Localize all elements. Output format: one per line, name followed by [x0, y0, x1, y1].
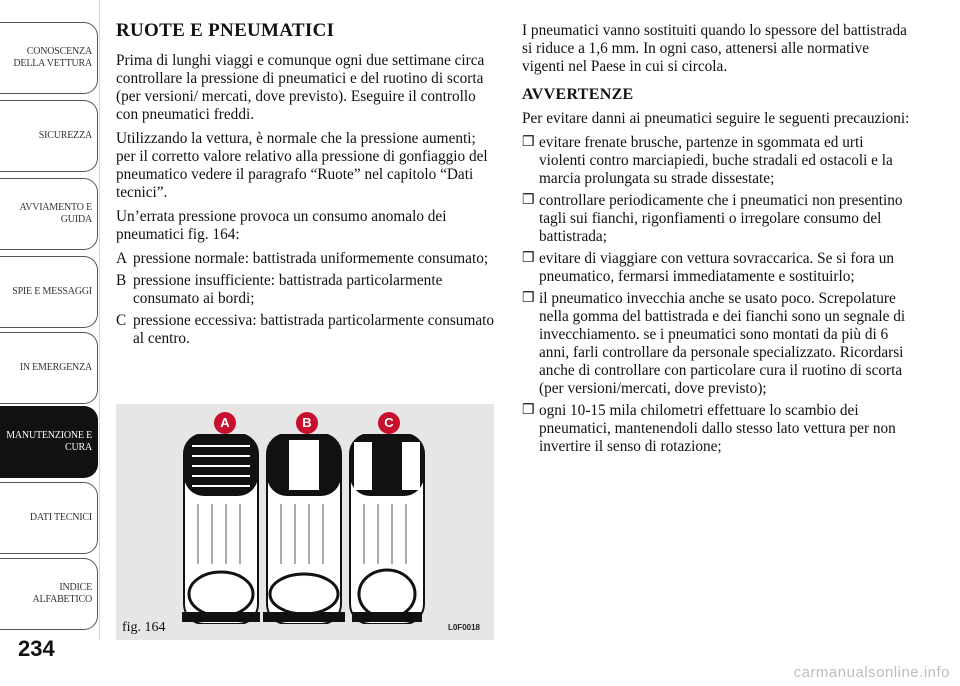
warning-item: [522, 250, 914, 286]
paragraph: Utilizzando la vettura, è normale che la pressione aumenti; per il corretto valore relativo alla pressione di gonfiaggio del pneumatico vedere il paragrafo “Ruote” nel capitolo “Dati tecnici”.: [116, 130, 488, 201]
tab-conoscenza-della-vettura[interactable]: [0, 22, 98, 94]
tab-label: SICUREZZA: [38, 130, 92, 141]
checkbox-bullet-icon: ❒: [522, 193, 535, 208]
list-marker: C: [116, 312, 127, 329]
checkbox-bullet-icon: ❒: [522, 251, 535, 266]
figure-label-a: A: [214, 412, 236, 434]
figure-label-b: B: [296, 412, 318, 434]
warning-text: evitare di viaggiare con vettura sovraccarica. Se si fora un pneumatico, fermarsi immediatamente e sostituirlo;: [539, 250, 895, 285]
list-marker: A: [116, 250, 128, 267]
tab-label: CONOSCENZA DELLA VETTURA: [13, 46, 92, 69]
list-item: [116, 312, 496, 348]
checkbox-bullet-icon: ❒: [522, 403, 535, 418]
figure-caption: fig. 164: [122, 620, 166, 635]
paragraph: Prima di lunghi viaggi e comunque ogni due settimane circa controllare la pressione di pneumatici e del ruotino di scorta (per versioni/ mercati, dove previsto). Eseguire il controllo con pneumatici freddi.: [116, 52, 485, 123]
tyre-high-pressure-illustration: [344, 434, 430, 624]
list-item: [116, 272, 496, 308]
warning-text: il pneumatico invecchia anche se usato poco. Screpolature nella gomma del battistrada e dei fianchi sono un segnale di invecchiamento. se i pneumatici sono montati da più di 6 anni, farli controllare da personale specializzato. Ricordarsi anche di controllare con particolare cura il ruotino di scorta (per versioni/mercati, dove previsto);: [539, 290, 906, 397]
paragraph: Un’errata pressione provoca un consumo anomalo dei pneumatici fig. 164:: [116, 208, 447, 243]
tab-manutenzione-e-cura[interactable]: [0, 406, 98, 478]
tyre-normal-pressure-illustration: [178, 434, 264, 624]
warning-text: ogni 10-15 mila chilometri effettuare lo scambio dei pneumatici, mantenendoli dallo stesso lato vettura per non invertire il senso di rotazione;: [539, 402, 896, 455]
figure-label-c: C: [378, 412, 400, 434]
chapter-sidebar: [0, 0, 100, 640]
tab-label: SPIE E MESSAGGI: [12, 286, 92, 297]
paragraph: I pneumatici vanno sostituiti quando lo spessore del battistrada si riduce a 1,6 mm. In ogni caso, attenersi alle normative vigenti nel Paese in cui si circola.: [522, 22, 907, 75]
warning-text: evitare frenate brusche, partenze in sgommata ed urti violenti contro marciapiedi, buche stradali ed ostacoli e la marcia prolungata su strade dissestate;: [539, 134, 893, 187]
tab-label: MANUTENZIONE E CURA: [6, 430, 92, 453]
section-title: RUOTE E PNEUMATICI: [116, 20, 335, 41]
list-text: pressione eccessiva: battistrada particolarmente consumato al centro.: [133, 312, 495, 347]
tyre-low-pressure-illustration: [261, 434, 347, 624]
tab-in-emergenza[interactable]: [0, 332, 98, 404]
warning-item: [522, 134, 914, 188]
warning-item: [522, 192, 914, 246]
tyre-wear-figure: [116, 404, 494, 640]
checkbox-bullet-icon: ❒: [522, 291, 535, 306]
warning-item: [522, 290, 914, 398]
tab-spie-e-messaggi[interactable]: [0, 256, 98, 328]
tab-sicurezza[interactable]: [0, 100, 98, 172]
left-column: [116, 22, 496, 352]
paragraph: Per evitare danni ai pneumatici seguire le seguenti precauzioni:: [522, 110, 910, 127]
page-number: 234: [18, 636, 55, 661]
tab-label: INDICE ALFABETICO: [32, 582, 92, 605]
list-text: pressione insufficiente: battistrada particolarmente consumato ai bordi;: [133, 272, 443, 307]
watermark: carmanualsonline.info: [793, 664, 950, 681]
warnings-heading: AVVERTENZE: [522, 86, 634, 103]
tab-label: DATI TECNICI: [29, 512, 92, 523]
tab-label: AVVIAMENTO E GUIDA: [19, 202, 92, 225]
warning-text: controllare periodicamente che i pneumatici non presentino tagli sui fianchi, rigonfiamenti o irregolare consumo del battistrada;: [539, 192, 903, 245]
sidebar-divider: [99, 0, 100, 640]
list-marker: B: [116, 272, 127, 289]
tab-avviamento-e-guida[interactable]: [0, 178, 98, 250]
right-column: [522, 22, 914, 460]
checkbox-bullet-icon: ❒: [522, 135, 535, 150]
tab-indice-alfabetico[interactable]: [0, 558, 98, 630]
tab-dati-tecnici[interactable]: [0, 482, 98, 554]
figure-code: L0F0018: [447, 623, 480, 632]
list-item: [116, 250, 496, 268]
list-text: pressione normale: battistrada uniformemente consumato;: [133, 250, 489, 267]
tab-label: IN EMERGENZA: [19, 362, 92, 373]
warning-item: [522, 402, 914, 456]
